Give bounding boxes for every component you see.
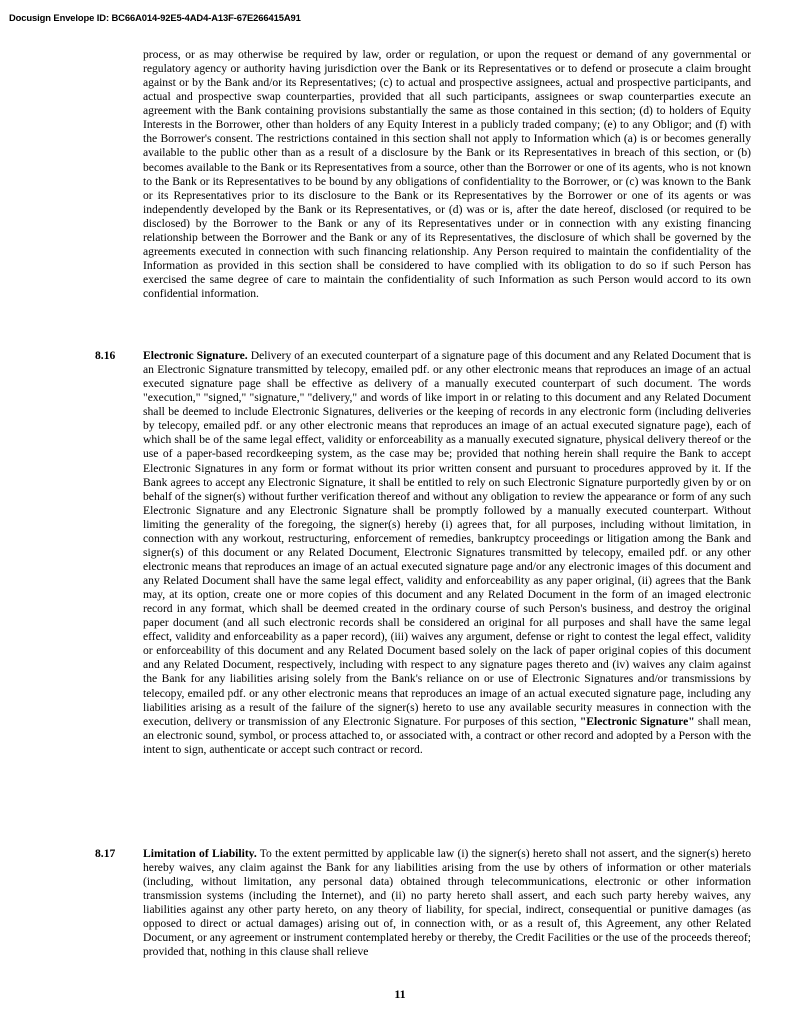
section-number: 8.16 [95,349,116,362]
section-text-continued: shall mean, an electronic sound, symbol, or process attached to, or associated with, a contract or other record and adopted by a Person with the intent to sign, authenticate or accept such contract or record. [143,714,751,756]
section-text: To the extent permitted by applicable law (i) the signer(s) hereto shall not assert, and the signer(s) hereto hereby waives, any claim against the Bank for any liabilities arising from the use by others of information or other materials (including, without limitation, any personal data) obtained through telecommunications, electronic or other information transmission systems (including the Internet), and (ii) no party hereto shall assert, and each such party hereby waives, any liabilities against any other party hereto, on any theory of liability, for special, indirect, consequential or punitive damages (as opposed to direct or actual damages) arising out of, in connection with, or as a result of, this Agreement, any other Related Document, or any agreement or instrument contemplated hereby or thereby, the Credit Facilities or the use of the proceeds thereof; provided that, nothing in this clause shall relieve [143,847,751,959]
intro-paragraph: process, or as may otherwise be required by law, order or regulation, or upon the request or demand of any governmental or regulatory agency or authority having jurisdiction over the Bank or its Representatives or to defend or prosecute a claim brought against or by the Bank and/or its Representatives; (c) to actual and prospective assignees, actual and prospective participants, and actual and prospective swap counterparties, provided that all such participants, assignees or swap counterparties execute an agreement with the Bank containing provisions substantially the same as those contained in this section; (d) to holders of Equity Interests in the Borrower, other than holders of any Equity Interest in a publicly traded company; (e) to any Obligor; and (f) with the Borrower's consent. The restrictions contained in this section shall not apply to Information which (a) is or becomes generally available to the public other than as a result of a disclosure by the Bank or its Representatives in breach of this section, or (b) becomes available to the Bank or its Representatives from a source, other than the Borrower or one of its agents, who is not known to the Bank or its Representatives to be bound by any obligations of confidentiality to the Borrower, or (c) was known to the Bank or its Representatives prior to its disclosure to the Bank or its Representatives by the Borrower or one of its agents or was independently developed by the Bank or its Representatives, or (d) was or is, after the date hereof, disclosed (or required to be disclosed) by the Borrower to the Bank or any of its Representatives under or in connection with any existing financing relationship between the Borrower and the Bank or any of its Representatives, the disclosure of which shall be governed by the agreements executed in connection with such financing relationship. Any Person required to maintain the confidentiality of the Information as provided in this section shall be considered to have complied with its obligation to do so if such Person has exercised the same degree of care to maintain the confidentiality of such Information as such Person would accord to its own confidential information. [143,48,751,301]
section-text: Delivery of an executed counterpart of a signature page of this document and any Related Document that is an Electronic Signature transmitted by telecopy, emailed pdf. or any other electronic means that reproduces an image of an actual executed signature page shall be effective as delivery of a manually executed counterpart of such document. The words "execution," "signed," "signature," "delivery," and words of like import in or relating to this document and any Related Document shall be deemed to include Electronic Signatures, deliveries or the keeping of records in any electronic form (including deliveries by telecopy, emailed pdf. or any other electronic means that reproduces an image of an actual executed signature page), each of which shall be of the same legal effect, validity or enforceability as a manually executed signature, physical delivery thereof or the use of a paper-based recordkeeping system, as the case may be; provided that nothing herein shall require the Bank to accept Electronic Signatures in any form or format without its prior written consent and pursuant to procedures approved by it. If the Bank agrees to accept any Electronic Signature, it shall be entitled to rely on such Electronic Signature purportedly given by or on behalf of the signer(s) without further verification thereof and without any obligation to review the appearance or form of any such Electronic Signature and any Electronic Signature shall be promptly followed by a manually executed counterpart. Without limiting the generality of the foregoing, the signer(s) hereby (i) agrees that, for all purposes, including without limitation, in connection with any workout, restructuring, enforcement of remedies, bankruptcy proceedings or litigation among the Bank and signer(s) of this document or any Related Document, Electronic Signatures transmitted by telecopy, emailed pdf. or any other electronic means that reproduces an image of an actual executed signature page and/or any electronic images of this document and any Related Document shall have the same legal effect, validity and enforceability as any paper original, (ii) agrees that the Bank may, at its option, create one or more copies of this document and any Related Document in the form of an imaged electronic record in any format, which shall be deemed created in the ordinary course of such Person's business, and destroy the original paper document (and all such electronic records shall be considered an original for all purposes and shall have the same legal effect, validity and enforceability as a paper record), (iii) waives any argument, defense or right to contest the legal effect, validity or enforceability of this document and any Related Document based solely on the lack of paper original copies of this document and any Related Document, respectively, including with respect to any signature pages thereto and (iv) waives any claim against the Bank for any liabilities arising solely from the Bank's reliance on or use of Electronic Signatures and/or transmissions by telecopy, emailed pdf. or any other electronic means that reproduces an image of an actual executed signature page, including any liabilities arising as a result of the failure of the signer(s) hereto to use any available security measures in connection with the execution, delivery or transmission of any Electronic Signature. For purposes of this section, [143,349,751,728]
docusign-envelope-id: Docusign Envelope ID: BC66A014-92E5-4AD4-A13F-67E266415A91 [9,12,301,23]
section-body [143,847,751,960]
section-body [143,349,751,757]
section-number: 8.17 [95,847,116,860]
section-title: Limitation of Liability. [143,847,257,860]
section-title: Electronic Signature. [143,349,248,362]
page-number: 11 [394,987,406,1001]
defined-term: "Electronic Signature" [579,714,695,728]
